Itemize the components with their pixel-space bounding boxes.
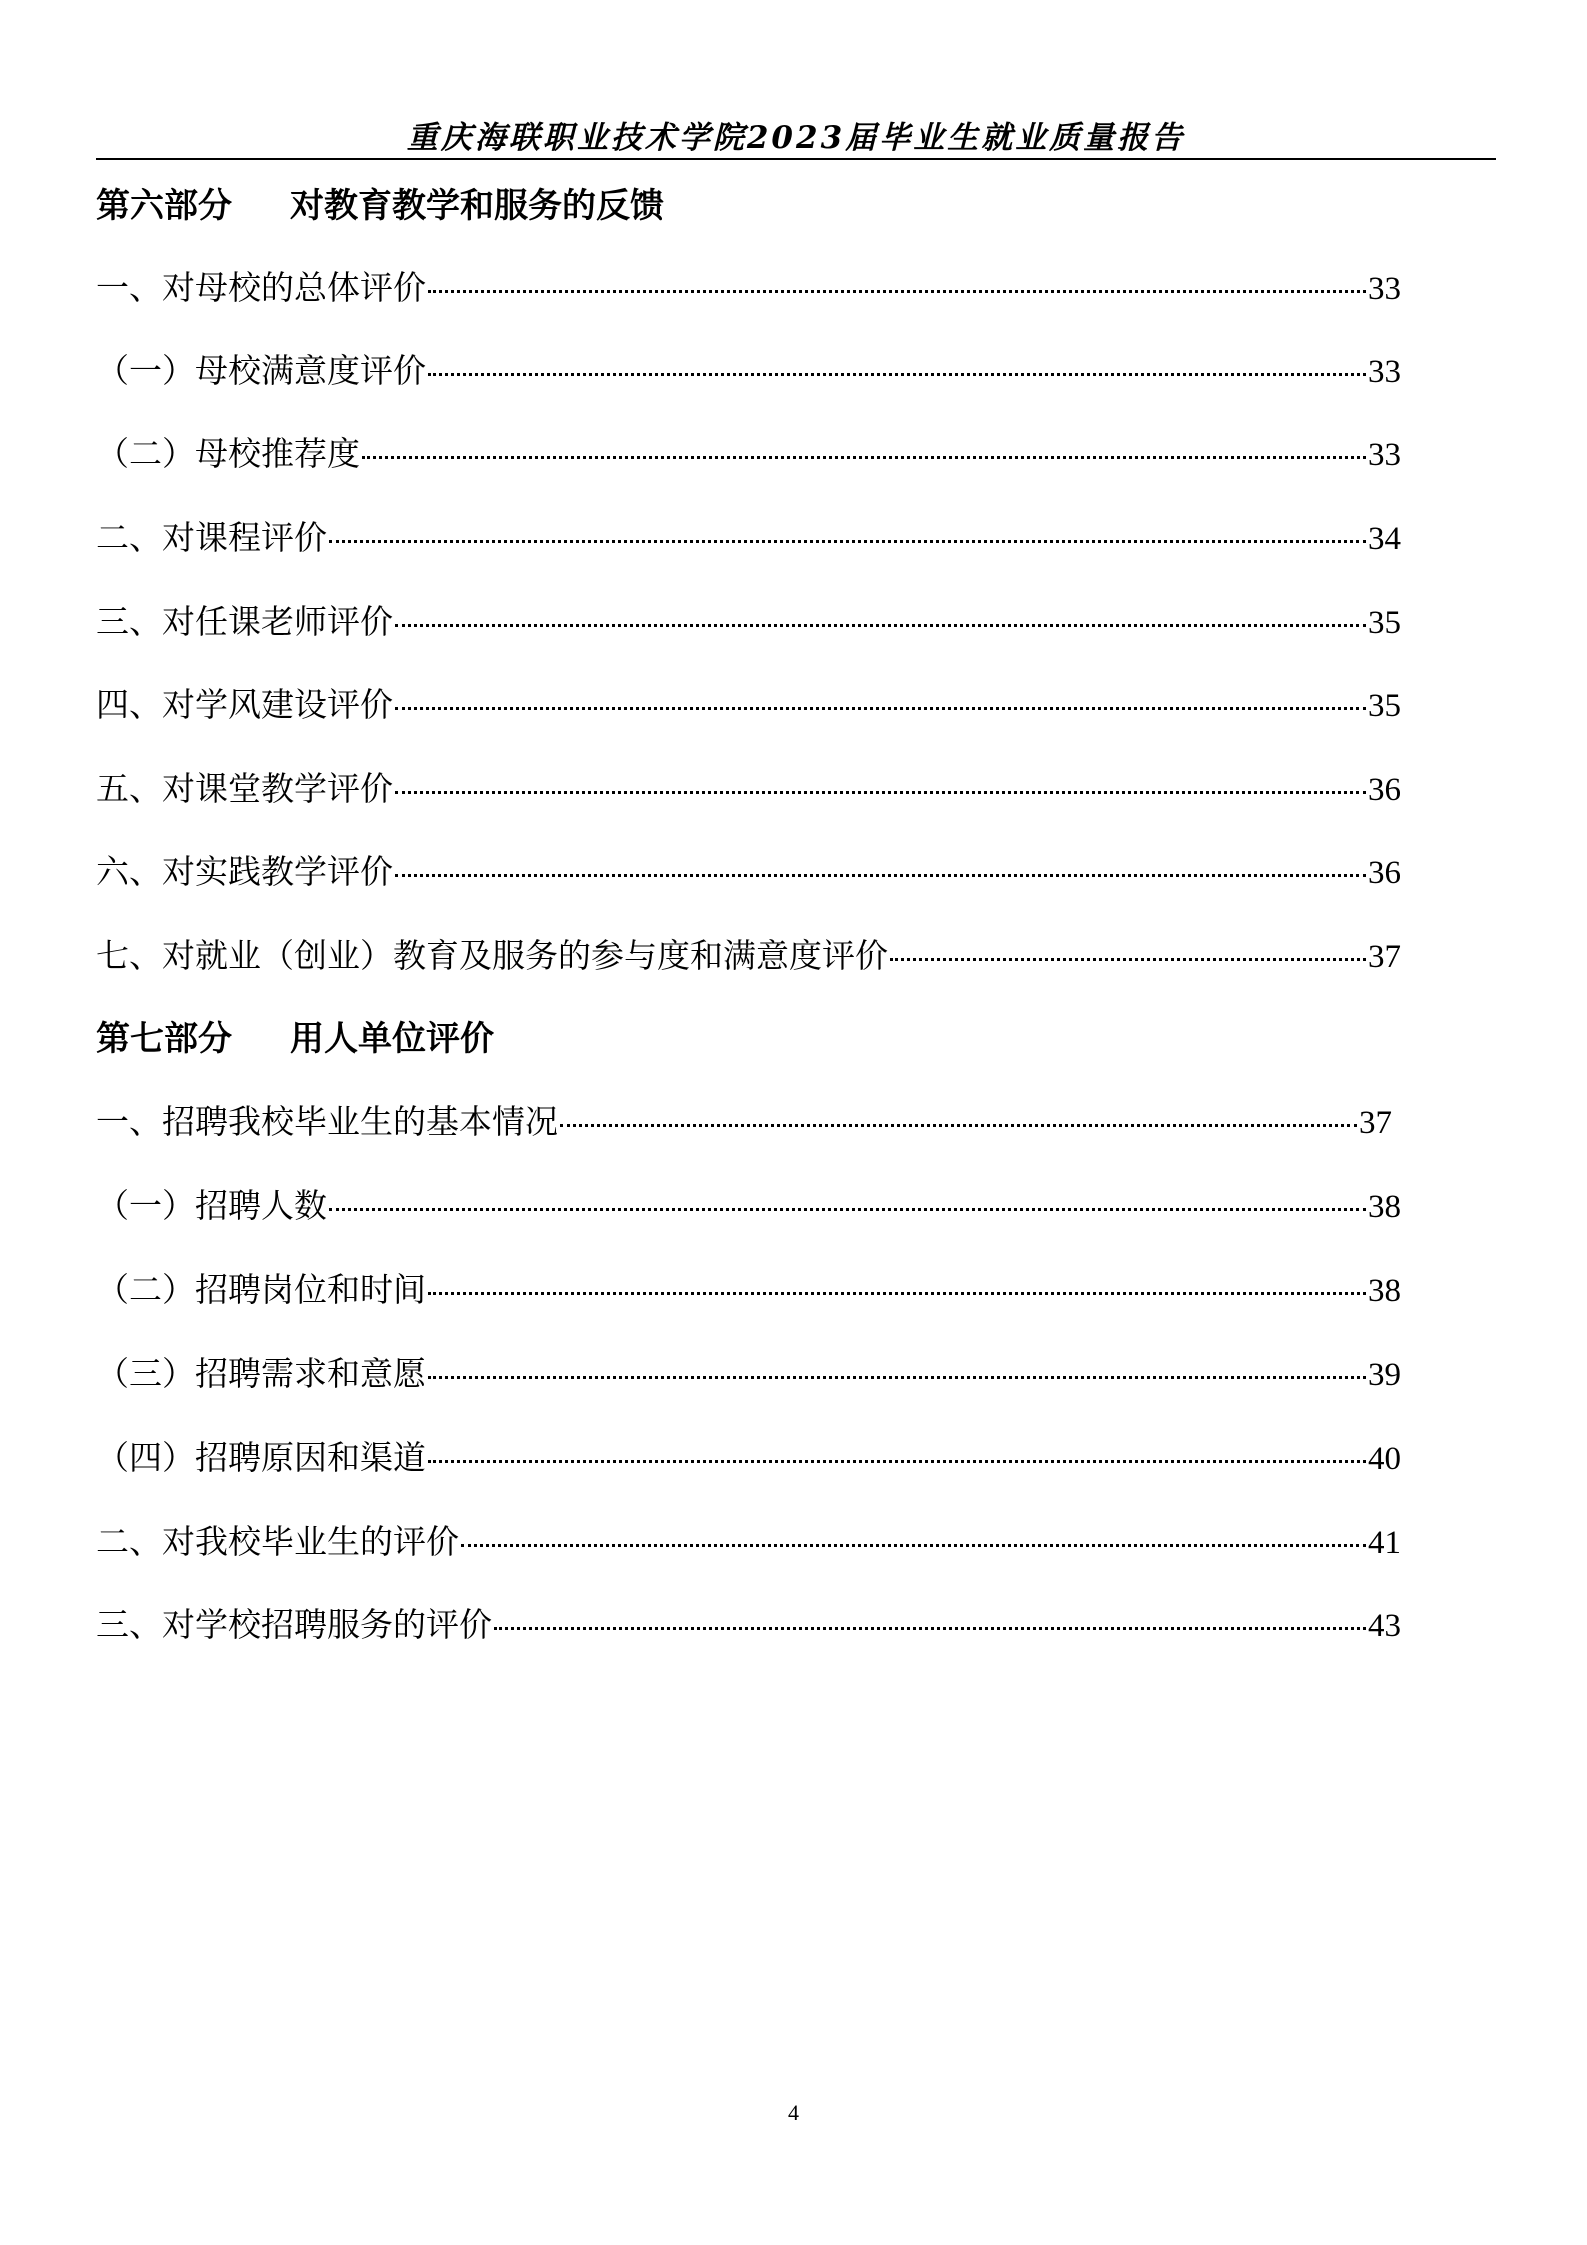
toc-entry-label: （一）招聘人数 [96, 1186, 327, 1225]
toc-entry[interactable] [96, 516, 1401, 560]
section-title: 对教育教学和服务的反馈 [290, 186, 664, 226]
toc-entry[interactable] [96, 1603, 1401, 1647]
section-label: 第六部分 [96, 186, 232, 226]
toc-section-part7[interactable] [96, 1017, 494, 1061]
toc-entry-page: 36 [1368, 855, 1401, 891]
toc-entry-page: 33 [1368, 437, 1401, 473]
toc-entry-label: 一、招聘我校毕业生的基本情况 [96, 1102, 558, 1141]
toc-entry-label: 七、对就业（创业）教育及服务的参与度和满意度评价 [96, 936, 888, 975]
dot-leader [560, 1124, 1357, 1127]
toc-entry-label: 五、对课堂教学评价 [96, 769, 393, 808]
dot-leader [428, 1376, 1366, 1379]
dot-leader [461, 1544, 1366, 1547]
toc-entry[interactable] [96, 1268, 1401, 1312]
dot-leader [890, 958, 1366, 961]
toc-entry[interactable] [96, 1184, 1401, 1228]
dot-leader [395, 874, 1366, 877]
toc-entry-page: 38 [1368, 1273, 1401, 1309]
dot-leader [362, 456, 1366, 459]
toc-entry-label: （二）招聘岗位和时间 [96, 1270, 426, 1309]
dot-leader [329, 540, 1366, 543]
toc-entry[interactable] [96, 266, 1401, 310]
toc-entry-label: 三、对学校招聘服务的评价 [96, 1605, 492, 1644]
toc-entry[interactable] [96, 683, 1401, 727]
dot-leader [395, 624, 1366, 627]
toc-entry-label: 六、对实践教学评价 [96, 852, 393, 891]
toc-entry-label: 二、对我校毕业生的评价 [96, 1522, 459, 1561]
toc-section-part6[interactable] [96, 184, 664, 228]
section-label: 第七部分 [96, 1019, 232, 1059]
dot-leader [395, 791, 1366, 794]
toc-entry[interactable] [96, 934, 1401, 978]
toc-entry-page: 41 [1368, 1525, 1401, 1561]
toc-entry-page: 39 [1368, 1357, 1401, 1393]
dot-leader [428, 290, 1366, 293]
toc-entry[interactable] [96, 850, 1401, 894]
dot-leader [329, 1208, 1366, 1211]
toc-entry-page: 37 [1359, 1105, 1392, 1141]
page-number: 4 [788, 2100, 799, 2125]
toc-entry-page: 40 [1368, 1441, 1401, 1477]
report-header-title: 重庆海联职业技术学院2023届毕业生就业质量报告 [406, 120, 1186, 156]
toc-entry-page: 37 [1368, 939, 1401, 975]
toc-entry[interactable] [96, 349, 1401, 393]
toc-entry-page: 35 [1368, 688, 1401, 724]
toc-entry-page: 35 [1368, 605, 1401, 641]
toc-entry-label: 一、对母校的总体评价 [96, 268, 426, 307]
toc-entry-label: （二）母校推荐度 [96, 434, 360, 473]
toc-entry-label: 三、对任课老师评价 [96, 602, 393, 641]
toc-entry[interactable] [96, 1100, 1392, 1144]
toc-entry-page: 43 [1368, 1608, 1401, 1644]
toc-entry-label: 四、对学风建设评价 [96, 685, 393, 724]
toc-entry[interactable] [96, 1352, 1401, 1396]
dot-leader [428, 1460, 1366, 1463]
toc-entry[interactable] [96, 1520, 1401, 1564]
dot-leader [395, 707, 1366, 710]
toc-entry[interactable] [96, 432, 1401, 476]
toc-entry-page: 33 [1368, 354, 1401, 390]
toc-entry-page: 36 [1368, 772, 1401, 808]
toc-entry[interactable] [96, 1436, 1401, 1480]
header-divider [96, 158, 1496, 160]
toc-entry-label: （四）招聘原因和渠道 [96, 1438, 426, 1477]
toc-entry-page: 33 [1368, 271, 1401, 307]
toc-entry-page: 34 [1368, 521, 1401, 557]
toc-entry[interactable] [96, 767, 1401, 811]
toc-entry-label: （三）招聘需求和意愿 [96, 1354, 426, 1393]
toc-entry-page: 38 [1368, 1189, 1401, 1225]
section-title: 用人单位评价 [290, 1019, 494, 1059]
dot-leader [428, 373, 1366, 376]
toc-entry-label: 二、对课程评价 [96, 518, 327, 557]
toc-entry[interactable] [96, 600, 1401, 644]
dot-leader [494, 1627, 1366, 1630]
toc-entry-label: （一）母校满意度评价 [96, 351, 426, 390]
dot-leader [428, 1292, 1366, 1295]
